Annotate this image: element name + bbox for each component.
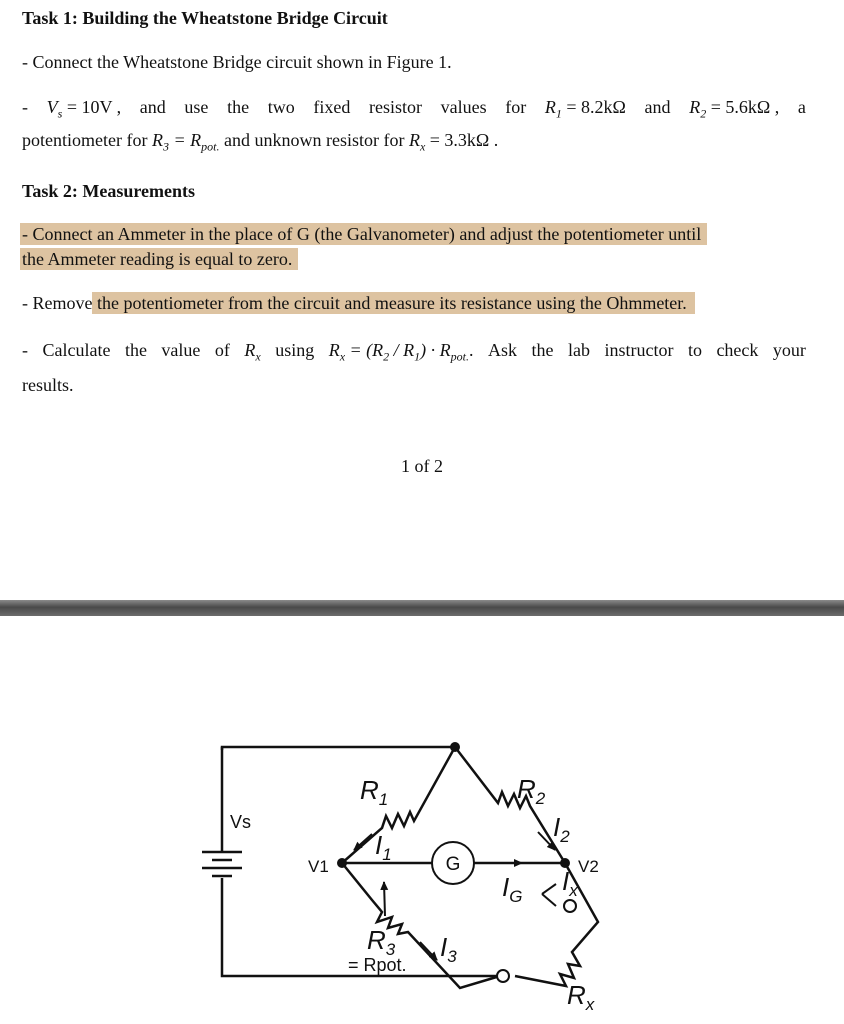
page-divider [0,600,844,616]
label-i2: $I_2$ [553,812,570,846]
pot-wiper-arrow [384,882,385,916]
label-ig: $I_G$ [502,872,523,906]
label-vs: Vs [230,812,252,832]
label-i3: $I_3$ [440,932,457,966]
label-r2: $R_2$ [517,774,546,808]
label-ix: $I_x$ [562,866,578,900]
label-g: G [445,854,461,875]
task1-heading: Task 1: Building the Wheatstone Bridge Circuit [22,8,388,28]
arrow-i3 [420,942,437,960]
arrow-i1 [354,834,372,850]
wire-top [222,747,455,750]
task2-heading: Task 2: Measurements [22,181,196,201]
page-indicator: 1 of 2 [401,456,443,476]
resistor-rx [515,863,598,986]
task2-bullet3: - Calculate the value of $R_x$ using $R_x = (R_2 / R_1) \cdot R_{pot.}$. Ask the lab instructor to check your [22,340,806,364]
label-v2: V2 [578,857,599,876]
wheatstone-bridge-diagram [0,616,844,1024]
label-r3: $R_3$ [367,925,396,959]
task1-line3: potentiometer for $R_3 = R_{pot.}$ and unknown resistor for $R_x = 3.3k\Omega$ . [22,130,499,154]
label-rx: $R_x$ [567,980,595,1014]
task1-line2: - $V_s = 10V$ , and use the two fixed resistor values for $R_1 = 8.2k\Omega$ and $R_2 = 5.6k\Omega$ , a [22,97,806,121]
label-v1: V1 [308,857,329,876]
resistor-r2 [455,747,565,863]
node-top [450,742,460,752]
node-v1 [337,858,347,868]
label-r1: $R_1$ [360,775,389,809]
label-rpot: = Rpot. [348,955,407,975]
task2-bullet1-line2: the Ammeter reading is equal to zero. [20,249,298,270]
task2-bullet3-line2: results. [22,375,74,395]
arrow-ix [542,884,556,894]
label-i1: $I_1$ [375,830,392,864]
terminal-rx-top [564,900,576,912]
task2-bullet2: - Remove the potentiometer from the circuit and measure its resistance using the Ohmmeter. [22,293,695,314]
terminal-bottom [497,970,509,982]
task2-bullet1-line1: - Connect an Ammeter in the place of G (the Galvanometer) and adjust the potentiometer until [20,224,707,245]
task1-line1: - Connect the Wheatstone Bridge circuit shown in Figure 1. [22,52,452,72]
battery-vs [202,852,242,876]
